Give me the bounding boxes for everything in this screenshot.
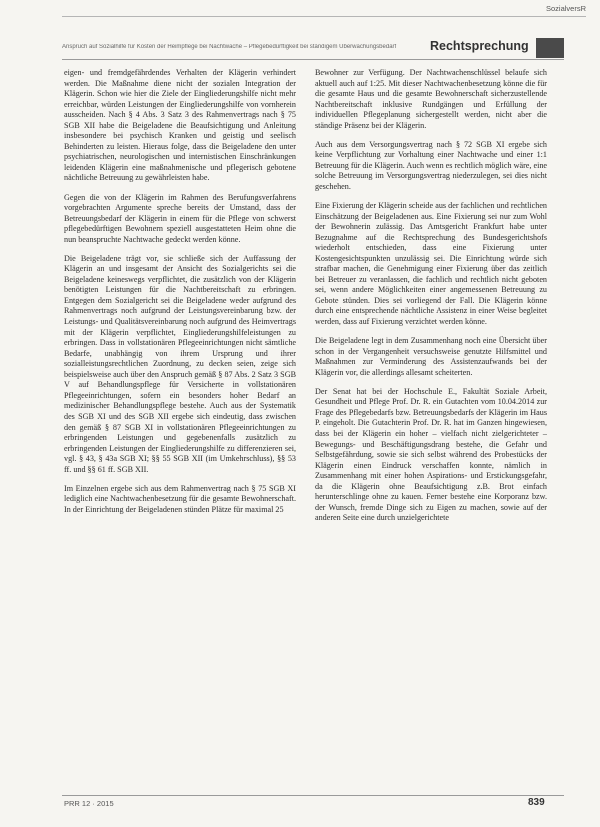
paragraph: Auch aus dem Versorgungsvertrag nach § 72 SGB XI ergebe sich keine Verpflichtung zur Vorhaltung einer Nachtwache und einer 1:1 Betreuung für die Klägerin. Auch wenn es rechtlich möglich wäre, eine solche Betreuung im Versorgungsvertrag niederzulegen, sei dies nicht geschehen. [315, 139, 547, 191]
header-underline [62, 59, 564, 60]
paragraph: Gegen die von der Klägerin im Rahmen des Berufungsverfahrens vorgebrachten Argumente spreche bereits der Umstand, dass der Betreuungsbedarf der Klägerin in einem für die Pflege von schwerst pflegebedürftigen Bewohnern speziell ausgestatteten Heim ohne die nun beanspruchte Nachtwache gedeckt werden könne. [64, 192, 296, 244]
paragraph: Die Beigeladene legt in dem Zusammenhang noch eine Übersicht über schon in der Vergangenheit versuchsweise genutzte Hilfsmittel und Maßnahmen zur Verminderung des Assistenzaufwands bei der Klägerin vor, die allerdings allesamt scheiterten. [315, 336, 547, 377]
paragraph: Eine Fixierung der Klägerin scheide aus der fachlichen und rechtlichen Einschätzung der Beigeladenen aus. Eine Fixierung sei nur zum Wohl der Bewohnerin zulässig. Das Amtsgericht Frankfurt habe unter Bezugnahme auf die Rechtsprechung des Bundesgerichtshofs wiederholt entschieden, dass eine Fixierung unter Kostengesichtspunkten unzulässig sei. Die Einrichtung würde sich strafbar machen, die Genehmigung einer Fixierung über das zeitlich bei Betreuer zu veranlassen, die fachlich und rechtlich nicht geboten sei, wenn andere Möglichkeiten einer angemessenen Betreuung zu Gebote stünden. Dies sei vorliegend der Fall. Die Klägerin könne durch eine entsprechende nächtliche Assistenz in einer Weise begleitet werden, dass auf Fixierung verzichtet werden könne. [315, 201, 547, 327]
running-title: Anspruch auf Sozialhilfe für Kosten der Heimpflege bei Nachtwache – Pflegebedürftigkeit bei ständigem Überwachungsbedarf [62, 44, 397, 50]
left-column [64, 68, 296, 524]
section-label: SozialversR [545, 4, 586, 13]
page-number: 839 [528, 797, 545, 808]
header-marker-box [536, 38, 564, 58]
paragraph: Bewohner zur Verfügung. Der Nachtwachenschlüssel belaufe sich aktuell auch auf 1:25. Mit dieser Nachtwachenbesetzung könne die für die gesamte Haus und die gesamte Bewohnerschaft sicherzustellende Nachtbereitschaft inklusive Rundgängen und Erfüllung der individuellen Pflegeplanung sichergestellt werden, nicht aber die ständige Präsenz bei der Klägerin. [315, 68, 547, 130]
paragraph: eigen- und fremdgefährdendes Verhalten der Klägerin verhindert werden. Die Maßnahme diene nicht der sozialen Integration der Klägerin. Schon wie hier die Ziele der Eingliederungshilfe nicht mehr erreichbar, würden Leistungen der Eingliederungshilfe von vornherein ausscheiden. Nach § 4 Abs. 3 Satz 3 des Rahmenvertrags nach § 75 SGB XII habe die Beigeladene die Beaufsichtigung und Anleitung insbesondere bei psychisch Kranken und geistig und seelisch Behinderten zu leisten. Hieraus folge, dass die Beigeladene den unter psychiatrischen, neurologischen und internistischen Einschränkungen leidenden Klägerin eine maßnahmenische und pflegerisch gebotene nächtliche Betreuung zu gewährleisten habe. [64, 68, 296, 183]
header-rule [62, 16, 586, 17]
paragraph: Im Einzelnen ergebe sich aus dem Rahmenvertrag nach § 75 SGB XI lediglich eine Nachtwachenbesetzung für die gesamte Bewohnerschaft. In der Einrichtung der Beigeladenen stünden Plätze für maximal 25 [64, 483, 296, 514]
paragraph: Der Senat hat bei der Hochschule E., Fakultät Soziale Arbeit, Gesundheit und Pflege Prof. Dr. R. ein Gutachten vom 10.04.2014 zur Frage des Pflegebedarfs bzw. Betreuungsbedarfs der Klägerin im Haus P. eingeholt. Die Gutachterin Prof. Dr. R. hat im Ganzen hingewiesen, dass bei der Klägerin ein hoher – vielfach nicht zielgerichteter – Bewegungs- und Beschäftigungsdrang bestehe, die Gefahr und Selbstgefährdung, sowie sie sich selbst während des Probestücks der Klägerin einen Eindruck verschaffen konnte, nämlich in Zusammenhang mit einer hohen Aspirations- und Erstickungsgefahr, da die Klägerin ohne Beaufsichtigung z.B. Brot einfach herunterschlinge ohne zu kauen. Ferner bestehe eine Korporanz bzw. der Wunsch, fremde Dinge sich zu Eigen zu machen, sowie auf der anderen Seite eine durch unzielgerichtete [315, 386, 547, 523]
paragraph: Die Beigeladene trägt vor, sie schließe sich der Auffassung der Klägerin an und insgesamt der Ansicht des Sozialgerichts sei die Beigeladene keineswegs verpflichtet, die zusätzlich von der Klägerin benötigten Leistungen für die Nachtbereitschaft zu erbringen. Entgegen dem Sozialgericht sei die Beigeladene weder aufgrund des Rahmenvertrags noch aufgrund der Leistungsvereinbarung bzw. der Leistungs- und Qualitätsvereinbarung noch aufgrund des Heimvertrags mit der Klägerin verpflichtet, Eingliederungshilfeleistungen zu erbringen. Dass in vollstationären Pflegeeinrichtungen nicht sämtliche Bedarfe, unabhängig von ihrem Ursprung und ihrer sozialleistungsrechtlichen Zuordnung, zu decken seien, zeige sich beispielsweise auch über den Anspruch gemäß § 87 Abs. 2 Satz 3 SGB V auf Behandlungspflege für Versicherte in vollstationären Pflegeeinrichtungen, sofern ein besonders hoher Bedarf an medizinischer Behandlungspflege bestehe. Auch aus der Systematik des SGB XI und des SGB XII ergebe sich eindeutig, dass zwischen den gemäß § 87 SGB XI in vollstationären Pflegeeinrichtungen zu erbringenden Leistungen und gegebenenfalls zusätzlich zu erbringenden Leistungen der Eingliederungshilfe zu differenzieren sei, vgl. § 43, § 43a SGB XI; §§ 55 SGB XII (im Umkehrschluss), §§ 53 ff. und §§ 61 ff. SGB XII. [64, 253, 296, 474]
footer-rule [62, 795, 564, 796]
journal-issue: PRR 12 · 2015 [64, 799, 114, 808]
section-title: Rechtsprechung [430, 39, 529, 53]
right-column [315, 68, 547, 532]
